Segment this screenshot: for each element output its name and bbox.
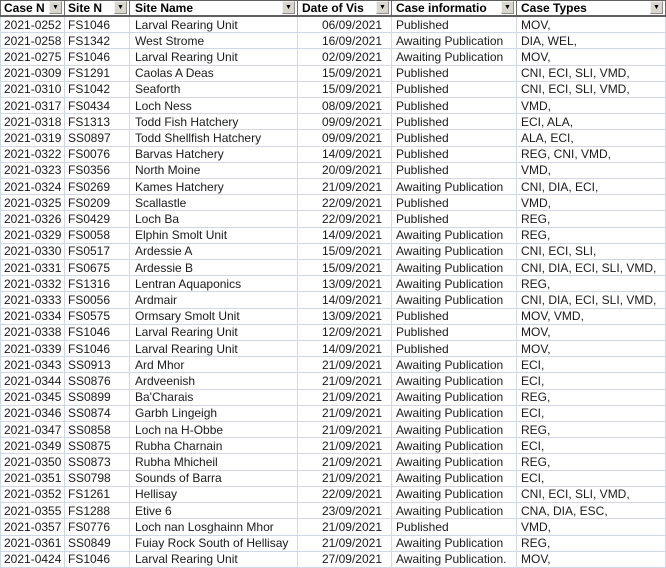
cell-case-number[interactable]: 2021-0424 (0, 552, 65, 567)
filter-dropdown-button[interactable] (114, 1, 127, 14)
cell-case-types[interactable]: MOV, VMD, (517, 309, 666, 324)
cell-case-information[interactable]: Awaiting Publication (392, 179, 517, 194)
cell-site-name[interactable]: Garbh Lingeigh (130, 406, 298, 421)
cell-case-number[interactable]: 2021-0349 (0, 438, 65, 453)
cell-site-name[interactable]: Larval Rearing Unit (130, 325, 298, 340)
cell-case-information[interactable]: Awaiting Publication (392, 406, 517, 421)
cell-case-number[interactable]: 2021-0275 (0, 49, 65, 64)
cell-date-of-visit[interactable]: 14/09/2021 (298, 228, 392, 243)
table-row (0, 503, 666, 519)
cell-case-number[interactable]: 2021-0322 (0, 147, 65, 162)
table-row (0, 487, 666, 503)
cell-site-name[interactable]: Ba'Charais (130, 390, 298, 405)
cell-site-name[interactable]: Ardessie A (130, 244, 298, 259)
filter-dropdown-button[interactable] (282, 1, 295, 14)
cell-case-information[interactable]: Published (392, 147, 517, 162)
table-row (0, 373, 666, 389)
cell-date-of-visit[interactable]: 14/09/2021 (298, 341, 392, 356)
cell-site-number[interactable]: SS0798 (65, 471, 130, 486)
cell-site-name[interactable]: Barvas Hatchery (130, 147, 298, 162)
cell-site-name[interactable]: Ormsary Smolt Unit (130, 309, 298, 324)
cell-case-information[interactable]: Awaiting Publication (392, 49, 517, 64)
cell-case-types[interactable]: CNI, ECI, SLI, VMD, (517, 487, 666, 502)
cell-case-number[interactable]: 2021-0309 (0, 66, 65, 81)
table-row (0, 130, 666, 146)
cell-case-information[interactable]: Awaiting Publication (392, 503, 517, 518)
cell-site-number[interactable]: FS1316 (65, 276, 130, 291)
cell-case-types[interactable]: CNI, ECI, SLI, VMD, (517, 66, 666, 81)
cell-site-name[interactable]: Ardessie B (130, 260, 298, 275)
cell-date-of-visit[interactable]: 22/09/2021 (298, 195, 392, 210)
cell-date-of-visit[interactable]: 20/09/2021 (298, 163, 392, 178)
cell-case-types[interactable]: CNI, ECI, SLI, VMD, (517, 82, 666, 97)
column-header-case-number (0, 1, 65, 15)
cell-date-of-visit[interactable]: 27/09/2021 (298, 552, 392, 567)
cell-site-number[interactable]: SS0874 (65, 406, 130, 421)
cell-case-types[interactable]: MOV, (517, 17, 666, 32)
cell-case-types[interactable]: CNA, DIA, ESC, (517, 503, 666, 518)
cell-site-name[interactable]: Lentran Aquaponics (130, 276, 298, 291)
cell-site-number[interactable]: FS0356 (65, 163, 130, 178)
cell-site-name[interactable]: North Moine (130, 163, 298, 178)
cell-case-information[interactable]: Published (392, 195, 517, 210)
cell-case-information[interactable]: Awaiting Publication (392, 357, 517, 372)
cell-case-number[interactable]: 2021-0338 (0, 325, 65, 340)
cell-site-number[interactable]: SS0875 (65, 438, 130, 453)
cell-case-types[interactable]: REG, (517, 211, 666, 226)
cell-date-of-visit[interactable]: 13/09/2021 (298, 309, 392, 324)
cell-case-number[interactable]: 2021-0346 (0, 406, 65, 421)
cell-site-name[interactable]: Fuiay Rock South of Hellisay (130, 536, 298, 551)
cell-site-number[interactable]: FS1288 (65, 503, 130, 518)
table-row (0, 147, 666, 163)
cell-case-information[interactable]: Awaiting Publication (392, 536, 517, 551)
cell-site-number[interactable]: SS0858 (65, 422, 130, 437)
cell-site-name[interactable]: Larval Rearing Unit (130, 49, 298, 64)
cell-case-number[interactable]: 2021-0329 (0, 228, 65, 243)
cell-site-number[interactable]: FS0076 (65, 147, 130, 162)
cell-case-information[interactable]: Published (392, 82, 517, 97)
cell-case-information[interactable]: Published (392, 163, 517, 178)
table-body (0, 17, 666, 568)
filter-dropdown-button[interactable] (376, 1, 389, 14)
cell-site-number[interactable]: FS0776 (65, 519, 130, 534)
cell-case-types[interactable]: ECI, ALA, (517, 114, 666, 129)
cell-date-of-visit[interactable]: 14/09/2021 (298, 292, 392, 307)
cell-date-of-visit[interactable]: 09/09/2021 (298, 130, 392, 145)
cell-case-types[interactable]: MOV, (517, 552, 666, 567)
cell-site-number[interactable]: SS0899 (65, 390, 130, 405)
cell-site-number[interactable]: SS0913 (65, 357, 130, 372)
table-row (0, 454, 666, 470)
cell-site-number[interactable]: FS1042 (65, 82, 130, 97)
table-row (0, 260, 666, 276)
cell-case-types[interactable]: REG, CNI, VMD, (517, 147, 666, 162)
cell-case-information[interactable]: Published (392, 211, 517, 226)
cell-case-types[interactable]: ECI, (517, 438, 666, 453)
cell-case-number[interactable]: 2021-0326 (0, 211, 65, 226)
table-row (0, 357, 666, 373)
cell-case-information[interactable]: Awaiting Publication (392, 487, 517, 502)
table-row (0, 292, 666, 308)
cell-case-types[interactable]: REG, (517, 422, 666, 437)
cell-date-of-visit[interactable]: 15/09/2021 (298, 82, 392, 97)
cell-date-of-visit[interactable]: 21/09/2021 (298, 536, 392, 551)
cell-case-information[interactable]: Published (392, 114, 517, 129)
cell-case-number[interactable]: 2021-0344 (0, 373, 65, 388)
cell-site-number[interactable]: FS1291 (65, 66, 130, 81)
cell-case-information[interactable]: Published (392, 130, 517, 145)
cell-case-number[interactable]: 2021-0352 (0, 487, 65, 502)
cell-site-name[interactable]: Rubha Mhicheil (130, 454, 298, 469)
column-header-case-information (392, 1, 517, 15)
cell-case-types[interactable]: DIA, WEL, (517, 33, 666, 48)
cell-case-types[interactable]: ECI, (517, 373, 666, 388)
cell-date-of-visit[interactable]: 15/09/2021 (298, 260, 392, 275)
column-header-label: Case informatio (396, 1, 487, 15)
cell-case-number[interactable]: 2021-0350 (0, 454, 65, 469)
filter-arrow-icon: ▼ (504, 4, 511, 11)
cell-case-information[interactable]: Awaiting Publication (392, 390, 517, 405)
cell-case-number[interactable]: 2021-0324 (0, 179, 65, 194)
cell-site-number[interactable]: FS1046 (65, 49, 130, 64)
cell-site-number[interactable]: FS1342 (65, 33, 130, 48)
cell-date-of-visit[interactable]: 23/09/2021 (298, 503, 392, 518)
cell-case-types[interactable]: ECI, (517, 357, 666, 372)
cell-case-number[interactable]: 2021-0347 (0, 422, 65, 437)
table-row (0, 49, 666, 65)
cell-site-name[interactable]: Ardveenish (130, 373, 298, 388)
cell-date-of-visit[interactable]: 06/09/2021 (298, 17, 392, 32)
cell-case-number[interactable]: 2021-0343 (0, 357, 65, 372)
cell-date-of-visit[interactable]: 15/09/2021 (298, 244, 392, 259)
cell-site-number[interactable]: FS0434 (65, 98, 130, 113)
cell-case-information[interactable]: Published (392, 519, 517, 534)
cell-site-number[interactable]: FS0269 (65, 179, 130, 194)
cell-site-number[interactable]: SS0849 (65, 536, 130, 551)
cell-date-of-visit[interactable]: 12/09/2021 (298, 325, 392, 340)
cell-case-information[interactable]: Published (392, 17, 517, 32)
cell-site-name[interactable]: Loch na H-Obbe (130, 422, 298, 437)
cell-case-number[interactable]: 2021-0331 (0, 260, 65, 275)
filter-arrow-icon: ▼ (379, 4, 386, 11)
cell-date-of-visit[interactable]: 22/09/2021 (298, 487, 392, 502)
cell-case-types[interactable]: ALA, ECI, (517, 130, 666, 145)
cell-case-types[interactable]: MOV, (517, 325, 666, 340)
table-row (0, 228, 666, 244)
cell-site-number[interactable]: FS1046 (65, 17, 130, 32)
table-row (0, 438, 666, 454)
cell-case-number[interactable]: 2021-0355 (0, 503, 65, 518)
cell-case-information[interactable]: Awaiting Publication (392, 422, 517, 437)
cell-case-types[interactable]: VMD, (517, 163, 666, 178)
cell-case-types[interactable]: VMD, (517, 98, 666, 113)
cell-date-of-visit[interactable]: 21/09/2021 (298, 179, 392, 194)
cell-site-number[interactable]: FS0575 (65, 309, 130, 324)
cell-case-types[interactable]: CNI, DIA, ECI, (517, 179, 666, 194)
table-row (0, 33, 666, 49)
cell-case-information[interactable]: Awaiting Publication (392, 244, 517, 259)
cell-case-information[interactable]: Awaiting Publication (392, 260, 517, 275)
filter-arrow-icon: ▼ (52, 4, 59, 11)
cell-case-types[interactable]: CNI, DIA, ECI, SLI, VMD, (517, 260, 666, 275)
cell-case-information[interactable]: Awaiting Publication (392, 33, 517, 48)
cell-case-types[interactable]: ECI, (517, 471, 666, 486)
cell-date-of-visit[interactable]: 13/09/2021 (298, 276, 392, 291)
cell-case-types[interactable]: CNI, DIA, ECI, SLI, VMD, (517, 292, 666, 307)
cell-case-number[interactable]: 2021-0310 (0, 82, 65, 97)
table-row (0, 519, 666, 535)
table-row (0, 17, 666, 33)
filter-dropdown-button[interactable] (501, 1, 514, 14)
cell-site-name[interactable]: Ardmair (130, 292, 298, 307)
cell-site-name[interactable]: Loch Ness (130, 98, 298, 113)
cell-site-name[interactable]: Loch Ba (130, 211, 298, 226)
filter-arrow-icon: ▼ (653, 4, 660, 11)
cell-site-number[interactable]: FS1261 (65, 487, 130, 502)
table-row (0, 276, 666, 292)
cell-case-types[interactable]: REG, (517, 276, 666, 291)
table-row (0, 325, 666, 341)
cell-date-of-visit[interactable]: 21/09/2021 (298, 422, 392, 437)
cell-date-of-visit[interactable]: 14/09/2021 (298, 147, 392, 162)
cell-site-name[interactable]: Larval Rearing Unit (130, 17, 298, 32)
table-row (0, 536, 666, 552)
cell-date-of-visit[interactable]: 02/09/2021 (298, 49, 392, 64)
cell-case-number[interactable]: 2021-0252 (0, 17, 65, 32)
cell-case-number[interactable]: 2021-0333 (0, 292, 65, 307)
column-header-site-name (130, 1, 298, 15)
table-row (0, 471, 666, 487)
cell-case-information[interactable]: Awaiting Publication (392, 438, 517, 453)
cell-case-number[interactable]: 2021-0330 (0, 244, 65, 259)
cell-date-of-visit[interactable]: 08/09/2021 (298, 98, 392, 113)
cell-site-number[interactable]: FS1313 (65, 114, 130, 129)
cell-date-of-visit[interactable]: 21/09/2021 (298, 471, 392, 486)
cell-site-name[interactable]: Rubha Charnain (130, 438, 298, 453)
table-row (0, 390, 666, 406)
filter-dropdown-button[interactable] (650, 1, 663, 14)
cell-date-of-visit[interactable]: 21/09/2021 (298, 438, 392, 453)
cell-case-number[interactable]: 2021-0345 (0, 390, 65, 405)
cell-date-of-visit[interactable]: 21/09/2021 (298, 519, 392, 534)
table-row (0, 309, 666, 325)
cell-site-number[interactable]: FS0429 (65, 211, 130, 226)
cell-case-information[interactable]: Awaiting Publication (392, 228, 517, 243)
cell-site-number[interactable]: FS0058 (65, 228, 130, 243)
cell-case-number[interactable]: 2021-0357 (0, 519, 65, 534)
cell-date-of-visit[interactable]: 21/09/2021 (298, 357, 392, 372)
cell-case-information[interactable]: Awaiting Publication (392, 292, 517, 307)
table-row (0, 163, 666, 179)
table-row (0, 211, 666, 227)
column-header-label: Case N (4, 1, 45, 15)
cell-site-number[interactable]: SS0873 (65, 454, 130, 469)
cell-site-name[interactable]: Kames Hatchery (130, 179, 298, 194)
cell-case-types[interactable]: REG, (517, 454, 666, 469)
cell-case-types[interactable]: REG, (517, 390, 666, 405)
column-header-label: Site Name (135, 1, 194, 15)
cell-case-number[interactable]: 2021-0325 (0, 195, 65, 210)
table-row (0, 66, 666, 82)
column-header-case-types (517, 1, 666, 15)
column-header-label: Date of Vis (302, 1, 364, 15)
column-header-date-of-visit (298, 1, 392, 15)
table-row (0, 406, 666, 422)
cell-case-types[interactable]: ECI, (517, 406, 666, 421)
cell-date-of-visit[interactable]: 09/09/2021 (298, 114, 392, 129)
cell-case-number[interactable]: 2021-0318 (0, 114, 65, 129)
cell-site-name[interactable]: Etive 6 (130, 503, 298, 518)
table-row (0, 98, 666, 114)
filter-dropdown-button[interactable] (49, 1, 62, 14)
cell-case-number[interactable]: 2021-0323 (0, 163, 65, 178)
cell-site-name[interactable]: Todd Fish Hatchery (130, 114, 298, 129)
cell-case-number[interactable]: 2021-0319 (0, 130, 65, 145)
cell-site-number[interactable]: SS0897 (65, 130, 130, 145)
cell-case-types[interactable]: MOV, (517, 341, 666, 356)
cell-case-number[interactable]: 2021-0258 (0, 33, 65, 48)
cell-case-types[interactable]: VMD, (517, 195, 666, 210)
cell-case-number[interactable]: 2021-0361 (0, 536, 65, 551)
cell-date-of-visit[interactable]: 21/09/2021 (298, 406, 392, 421)
cell-case-information[interactable]: Awaiting Publication (392, 471, 517, 486)
cell-site-name[interactable]: Sounds of Barra (130, 471, 298, 486)
cell-case-number[interactable]: 2021-0332 (0, 276, 65, 291)
cell-site-name[interactable]: Seaforth (130, 82, 298, 97)
cell-case-information[interactable]: Published (392, 341, 517, 356)
cell-site-name[interactable]: Ard Mhor (130, 357, 298, 372)
cell-case-information[interactable]: Awaiting Publication (392, 454, 517, 469)
cell-case-number[interactable]: 2021-0317 (0, 98, 65, 113)
column-header-site-number (65, 1, 130, 15)
cell-case-types[interactable]: REG, (517, 536, 666, 551)
cell-date-of-visit[interactable]: 21/09/2021 (298, 390, 392, 405)
cell-site-name[interactable]: Loch nan Losghainn Mhor (130, 519, 298, 534)
cell-site-number[interactable]: FS0056 (65, 292, 130, 307)
cell-case-number[interactable]: 2021-0334 (0, 309, 65, 324)
table-row (0, 244, 666, 260)
cell-site-name[interactable]: Hellisay (130, 487, 298, 502)
cell-site-name[interactable]: Larval Rearing Unit (130, 552, 298, 567)
cell-date-of-visit[interactable]: 16/09/2021 (298, 33, 392, 48)
cell-case-information[interactable]: Published (392, 309, 517, 324)
cell-site-name[interactable]: Todd Shellfish Hatchery (130, 130, 298, 145)
cell-case-number[interactable]: 2021-0351 (0, 471, 65, 486)
filter-arrow-icon: ▼ (117, 4, 124, 11)
cell-case-number[interactable]: 2021-0339 (0, 341, 65, 356)
cell-case-information[interactable]: Awaiting Publication (392, 276, 517, 291)
table-row (0, 552, 666, 568)
table-row (0, 195, 666, 211)
cell-case-types[interactable]: CNI, ECI, SLI, (517, 244, 666, 259)
cell-case-information[interactable]: Awaiting Publication. (392, 552, 517, 567)
table-row (0, 82, 666, 98)
table-header-row (0, 0, 666, 17)
cell-site-name[interactable]: Caolas A Deas (130, 66, 298, 81)
cell-site-number[interactable]: FS0517 (65, 244, 130, 259)
cell-date-of-visit[interactable]: 21/09/2021 (298, 373, 392, 388)
table-row (0, 422, 666, 438)
cell-site-number[interactable]: FS0209 (65, 195, 130, 210)
column-header-label: Site N (68, 1, 103, 15)
table-row (0, 341, 666, 357)
cell-date-of-visit[interactable]: 21/09/2021 (298, 454, 392, 469)
table-row (0, 179, 666, 195)
cell-site-name[interactable]: West Strome (130, 33, 298, 48)
cell-date-of-visit[interactable]: 22/09/2021 (298, 211, 392, 226)
cell-site-number[interactable]: FS1046 (65, 341, 130, 356)
cell-case-types[interactable]: REG, (517, 228, 666, 243)
table-row (0, 114, 666, 130)
cell-site-number[interactable]: FS1046 (65, 325, 130, 340)
cell-case-information[interactable]: Published (392, 325, 517, 340)
cell-case-information[interactable]: Published (392, 98, 517, 113)
cell-date-of-visit[interactable]: 15/09/2021 (298, 66, 392, 81)
cell-site-number[interactable]: SS0876 (65, 373, 130, 388)
cell-case-types[interactable]: MOV, (517, 49, 666, 64)
cell-site-name[interactable]: Larval Rearing Unit (130, 341, 298, 356)
cell-case-information[interactable]: Published (392, 66, 517, 81)
cell-site-number[interactable]: FS0675 (65, 260, 130, 275)
column-header-label: Case Types (521, 1, 587, 15)
cell-site-name[interactable]: Scallastle (130, 195, 298, 210)
cell-case-information[interactable]: Awaiting Publication (392, 373, 517, 388)
filter-arrow-icon: ▼ (285, 4, 292, 11)
cell-site-number[interactable]: FS1046 (65, 552, 130, 567)
cell-site-name[interactable]: Elphin Smolt Unit (130, 228, 298, 243)
cell-case-types[interactable]: VMD, (517, 519, 666, 534)
